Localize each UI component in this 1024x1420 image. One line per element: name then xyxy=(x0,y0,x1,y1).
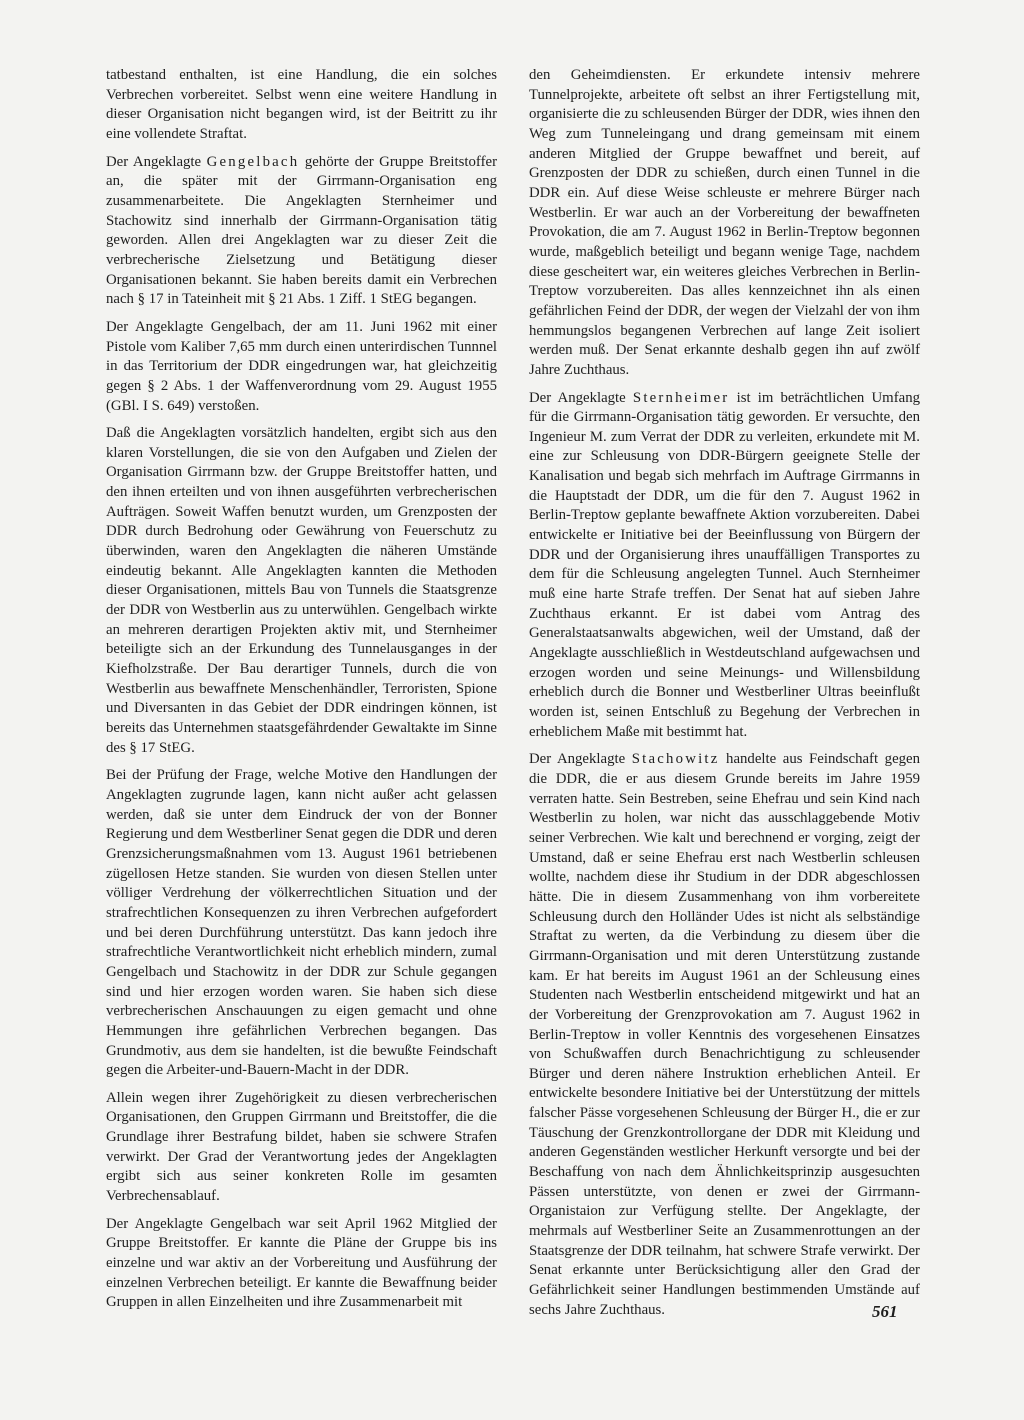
page-number: 561 xyxy=(872,1302,898,1321)
paragraph: Der Angeklagte Gengelbach gehörte der Gruppe Breitstoffer an, die später mit der Girrmann-Organisation eng zusammenarbeitete. Die Angeklagten Sternheimer und Stachowitz sind innerhalb der Girrmann-Organisation tätig geworden. Allen drei Angeklagten war zu dieser Zeit die verbrecherische Zielsetzung und Betätigung dieser Organisationen bekannt. Sie haben bereits damit ein Verbrechen nach § 17 in Tateinheit mit § 21 Abs. 1 Ziff. 1 StEG begangen. xyxy=(106,153,498,308)
defendant-name: Sternheimer xyxy=(632,389,730,406)
paragraph: Allein wegen ihrer Zugehörigkeit zu diesen verbrecherischen Organisationen, den Gruppen Girrmann und Breitstoffer, die die Grundlage ihrer Bestrafung bildet, haben sie schwere Strafen verwirkt. Der Grad der Verantwortung jedes der Angeklagten ergibt sich aus seiner konkreten Rolle im gesamten Verbrechensablauf. xyxy=(106,1089,497,1205)
left-column xyxy=(106,66,497,1313)
paragraph: Der Angeklagte Stachowitz handelte aus Feindschaft gegen die DDR, die er aus diesem Grunde bereits im Jahre 1959 verraten hatte. Sein Bestreben, seine Ehefrau und sein Kind nach Westberlin zu holen, war nicht das ausschlaggebende Motiv seiner Verbrechen. Wie kalt und berechnend er vorging, zeigt der Umstand, daß er seine Ehefrau erst nach Westberlin schleusen wollte, nachdem diese ihr Studium in der DDR abgeschlossen hätte. Die in diesem Zusammenhang von ihm vorbereitete Schleusung durch den Holländer Udes ist nicht als selbständige Straftat zu werten, da die Verbindung zu diesem über die Girrmann-Organisation und mit deren Unterstützung zustande kam. Er hat bereits im August 1961 an der Schleusung eines Studenten nach Westberlin entscheidend mitgewirkt und hat an der Vorbereitung der Grenzprovokation am 7. August 1962 in Berlin-Treptow in voller Kenntnis des vorgesehenen Einsatzes von Schußwaffen durch Benachrichtigung zu schleusender Bürger und deren nähere Instruktion erheblichen Anteil. Er entwickelte besondere Initiative bei der Unterstützung der mittels falscher Pässe vorgesehenen Schleusung der Bürger H., die er zur Täuschung der Grenzkontrollorgane der DDR mit Kleidung und anderen Gegenständen westlicher Herkunft versorgte und bei der Beschaffung von nach dem Ähnlichkeitsprinzip ausgesuchten Pässen unterstützte, von denen er zwei der Girrmann-Organistaion zur Verfügung stellte. Der Angeklagte, der mehrmals auf Westberliner Seite an Zusammenrottungen an der Staatsgrenze der DDR teilnahm, hat schwere Strafe verwirkt. Der Senat erkannte unter Berücksichtigung aller den Grad der Gefährlichkeit seiner Handlungen bestimmenden Umstände auf sechs Jahre Zuchthaus. xyxy=(529,751,921,1318)
paragraph: Der Angeklagte Sternheimer ist im beträchtlichen Umfang für die Girrmann-Organisation tätig geworden. Er versuchte, den Ingenieur M. zum Verrat der DDR zu verleiten, erkundete mit M. eine zur Schleusung von DDR-Bürgern geeignete Stelle der Kanalisation und begab sich mehrfach im Auftrage Girrmanns in die Hauptstadt der DDR, um die für den 7. August 1962 in Berlin-Treptow geplante bewaffnete Aktion vorzubereiten. Dabei entwickelte er Initiative bei der Beeinflussung von Bürgern der DDR und der Organisierung ihres unauffälligen Transportes zu dem für die Schleusung angelegten Tunnel. Auch Sternheimer muß eine harte Strafe treffen. Der Senat hat auf sieben Jahre Zuchthaus erkannt. Er ist dabei vom Antrag des Generalstaatsanwalts abgewichen, weil der Umstand, daß der Angeklagte ausschließlich in Westdeutschland aufgewachsen und erzogen worden und seine Meinungs- und Willensbildung erheblich durch die Bonner und Westberliner Ultras beeinflußt worden ist, seinen Entschluß zu Begehung der Verbrechen in erheblichem Maße mit bestimmt hat. xyxy=(529,389,920,740)
paragraph: tatbestand enthalten, ist eine Handlung, die ein solches Verbrechen vorbereitet. Selbst wenn eine weitere Handlung in dieser Organisation nicht begangen wird, ist der Beitritt zu ihr eine vollendete Straftat. xyxy=(106,67,497,142)
paragraph: den Geheimdiensten. Er erkundete intensiv mehrere Tunnelprojekte, arbeitete oft selbst an ihrer Fertigstellung mit, organisierte die zu schleusenden Bürger der DDR, wies ihnen den Weg zum Tunneleingang und drang gemeinsam mit einem anderen Mitglied der Gruppe bewaffnet und bereit, auf Grenzposten der DDR zu schießen, durch einen Tunnel in die DDR ein. Auf diese Weise schleuste er mehrere Bürger nach Westberlin. Er war auch an der Vorbereitung der bewaffneten Provokation, die am 7. August 1962 in Berlin-Treptow begonnen wurde, maßgeblich beteiligt und begann wenige Tage, nachdem diese gescheitert war, ein weiteres gleiches Verbrechen in Berlin-Treptow vorzubereiten. Das alles kennzeichnet ihn als einen gefährlichen Feind der DDR, der wegen der Vielzahl der von ihm hemmungslos begangenen Verbrechen auf lange Zeit isoliert werden muß. Der Senat erkannte deshalb gegen ihn auf zwölf Jahre Zuchthaus. xyxy=(529,67,920,378)
defendant-name: Stachowitz xyxy=(631,751,720,768)
paragraph: Der Angeklagte Gengelbach, der am 11. Juni 1962 mit einer Pistole vom Kaliber 7,65 mm durch einen unterirdischen Tunnnel in das Territorium der DDR eingedrungen war, hat gleichzeitig gegen § 2 Abs. 1 der Waffenverordnung vom 29. August 1955 (GBl. I S. 649) verstoßen. xyxy=(106,318,497,414)
defendant-name: Gengelbach xyxy=(206,153,300,170)
paragraph: Daß die Angeklagten vorsätzlich handelten, ergibt sich aus den klaren Vorstellungen, die sie von den Aufgaben und Zielen der Organisation Girrmann bzw. der Gruppe Breitstoffer hatten, und den ihnen erteilten und von ihnen ausgeführten verbrecherischen Aufträgen. Soweit Waffen benutzt wurden, um Grenzposten der DDR durch Bedrohung oder Gewährung von Feuerschutz zu überwinden, waren den Angeklagten die näheren Umstände eindeutig bekannt. Alle Angeklagten kannten die Methoden dieser Organisationen, mittels Bau von Tunnels die Staatsgrenze der DDR von Westberlin aus zu unterwühlen. Gengelbach wirkte an mehreren derartigen Projekten aktiv mit, und Sternheimer beteiligte sich an der Erkundung des Tunnelausganges in der Kiefholzstraße. Der Bau derartiger Tunnels, durch die von Westberlin aus bewaffnete Menschenhändler, Terroristen, Spione und Diversanten in das Gebiet der DDR eindringen können, ist bereits das Unternehmen staatsgefährdender Gewaltakte im Sinne des § 17 StEG. xyxy=(106,425,497,756)
right-column xyxy=(529,66,920,1320)
paragraph: Bei der Prüfung der Frage, welche Motive den Handlungen der Angeklagten zugrunde lagen, kann nicht außer acht gelassen werden, daß sie unter dem Eindruck der von der Bonner Regierung und dem Westberliner Senat gegen die DDR und deren Grenzsicherungsmaßnahmen vom 13. August 1961 betriebenen zügellosen Hetze standen. Sie wurden von diesen Stellen unter völliger Verdrehung der völkerrechtlichen Situation und der strafrechtlichen Konsequenzen zu ihren Verbrechen aufgefordert und bei deren Durchführung unterstützt. Das kann jedoch ihre strafrechtliche Verantwortlichkeit nicht erheblich mindern, zumal Gengelbach und Stachowitz in der DDR zur Schule gegangen sind und hier erzogen worden waren. Sie haben sich diese verbrecherischen Anschauungen zu eigen gemacht und ohne Hemmungen ihre gefährlichen Verbrechen begangen. Das Grundmotiv, aus dem sie handelten, ist die bewußte Feindschaft gegen die Arbeiter-und-Bauern-Macht in der DDR. xyxy=(106,767,497,1079)
paragraph: Der Angeklagte Gengelbach war seit April 1962 Mitglied der Gruppe Breitstoffer. Er kannte die Pläne der Gruppe bis ins einzelne und war aktiv an der Vorbereitung und Ausführung der einzelnen Verbrechen beteiligt. Er kannte die Bewaffnung beider Gruppen in allen Einzelheiten und ihre Zusammenarbeit mit xyxy=(106,1215,497,1311)
